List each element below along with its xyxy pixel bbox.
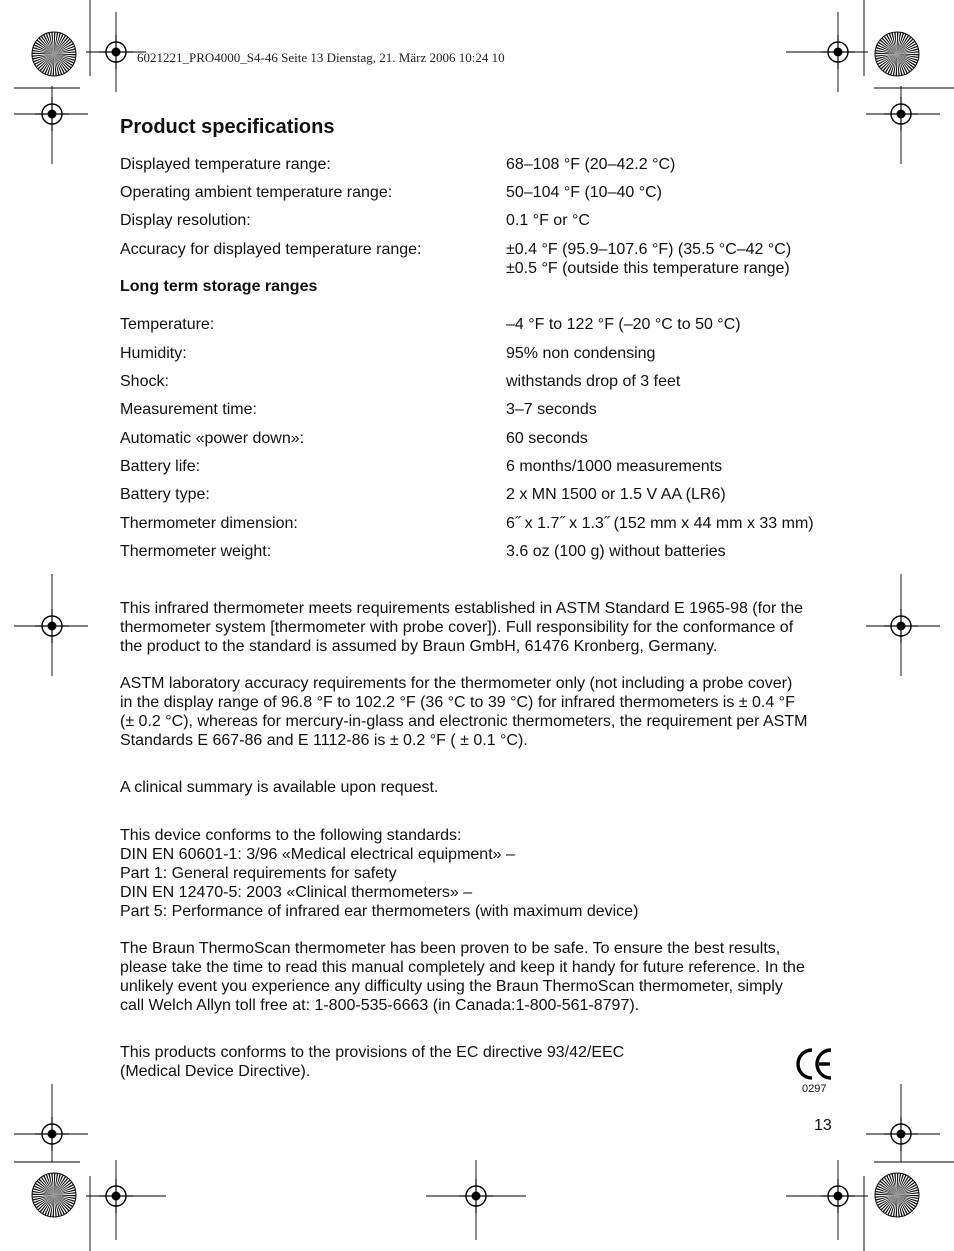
spec-label: Shock:	[120, 373, 169, 390]
spec-label: Thermometer dimension:	[120, 515, 298, 532]
spec-value-secondary: ±0.5 °F (outside this temperature range)	[506, 260, 790, 277]
text-line: unlikely event you experience any difficulty using the Braun ThermoScan thermometer, simply	[120, 978, 783, 995]
text-line: in the display range of 96.8 °F to 102.2 °F (36 °C to 39 °C) for infrared thermometers is ± 0.4 °F	[120, 694, 795, 711]
text-line: (Medical Device Directive).	[120, 1063, 311, 1080]
spec-label: Humidity:	[120, 345, 187, 362]
print-slug: 6021221_PRO4000_S4-46 Seite 13 Dienstag, 21. März 2006 10:24 10	[137, 50, 505, 65]
spec-value: 3–7 seconds	[506, 401, 597, 418]
safety-paragraph	[120, 939, 832, 1015]
text-line: Standards E 667-86 and E 1112-86 is ± 0.2 °F ( ± 0.1 °C).	[120, 732, 528, 749]
spec-label: Measurement time:	[120, 401, 257, 418]
spec-value: 50–104 °F (10–40 °C)	[506, 184, 662, 201]
spec-value: withstands drop of 3 feet	[506, 373, 681, 390]
spec-value: 3.6 oz (100 g) without batteries	[506, 543, 726, 560]
spec-value: 95% non condensing	[506, 345, 656, 362]
spec-label: Temperature:	[120, 316, 215, 333]
spec-value: –4 °F to 122 °F (–20 °C to 50 °C)	[506, 316, 741, 333]
spec-label: Accuracy for displayed temperature range:	[120, 241, 422, 258]
spec-label: Battery life:	[120, 458, 201, 475]
ce-notified-body-number: 0297	[802, 1083, 827, 1095]
spec-label: Operating ambient temperature range:	[120, 184, 393, 201]
spec-label: Thermometer weight:	[120, 543, 272, 560]
spec-value: 60 seconds	[506, 430, 588, 447]
starburst-mark	[32, 32, 76, 76]
text-line: Part 5: Performance of infrared ear thermometers (with maximum device)	[120, 903, 639, 920]
spec-value: 2 x MN 1500 or 1.5 V AA (LR6)	[506, 486, 726, 503]
spec-label: Displayed temperature range:	[120, 156, 331, 173]
text-line: A clinical summary is available upon request.	[120, 779, 439, 796]
text-line: Part 1: General requirements for safety	[120, 865, 397, 882]
text-line: This infrared thermometer meets requirements established in ASTM Standard E 1965-98 (for the	[120, 600, 803, 617]
accuracy-paragraph	[120, 674, 832, 750]
page-number: 13	[814, 1117, 832, 1134]
text-line: DIN EN 60601-1: 3/96 «Medical electrical equipment» –	[120, 846, 515, 863]
spec-label: Battery type:	[120, 486, 210, 503]
ec-paragraph	[120, 1043, 720, 1081]
spec-label: Display resolution:	[120, 212, 251, 229]
text-line: DIN EN 12470-5: 2003 «Clinical thermometers» –	[120, 884, 473, 901]
starburst-mark	[32, 1173, 76, 1217]
spec-value: 68–108 °F (20–42.2 °C)	[506, 156, 676, 173]
text-line: (± 0.2 °C), whereas for mercury-in-glass and electronic thermometers, the requirement per ASTM	[120, 713, 808, 730]
storage-heading: Long term storage ranges	[120, 278, 318, 295]
clinical-paragraph	[120, 778, 832, 797]
spec-label: Automatic «power down»:	[120, 430, 305, 447]
spec-value: 6˝ x 1.7˝ x 1.3˝ (152 mm x 44 mm x 33 mm)	[506, 515, 814, 532]
page-title: Product specifications	[120, 116, 335, 138]
text-line: ASTM laboratory accuracy requirements for the thermometer only (not including a probe cover)	[120, 675, 793, 692]
text-line: thermometer system [thermometer with probe cover]). Full responsibility for the conformance of	[120, 619, 794, 636]
starburst-mark	[875, 32, 919, 76]
astm-paragraph	[120, 599, 832, 656]
text-line: the product to the standard is assumed by Braun GmbH, 61476 Kronberg, Germany.	[120, 638, 718, 655]
text-line: call Welch Allyn toll free at: 1-800-535-6663 (in Canada:1-800-561-8797).	[120, 997, 640, 1014]
text-line: This products conforms to the provisions of the EC directive 93/42/EEC	[120, 1044, 625, 1061]
standards-paragraph	[120, 826, 832, 921]
text-line: This device conforms to the following standards:	[120, 827, 462, 844]
spec-value: 0.1 °F or °C	[506, 212, 590, 229]
spec-value: 6 months/1000 measurements	[506, 458, 723, 475]
text-line: please take the time to read this manual completely and keep it handy for future reference. In the	[120, 959, 805, 976]
starburst-mark	[875, 1173, 919, 1217]
spec-value: ±0.4 °F (95.9–107.6 °F) (35.5 °C–42 °C)	[506, 241, 792, 258]
text-line: The Braun ThermoScan thermometer has been proven to be safe. To ensure the best results,	[120, 940, 781, 957]
ce-mark-icon	[794, 1046, 834, 1082]
